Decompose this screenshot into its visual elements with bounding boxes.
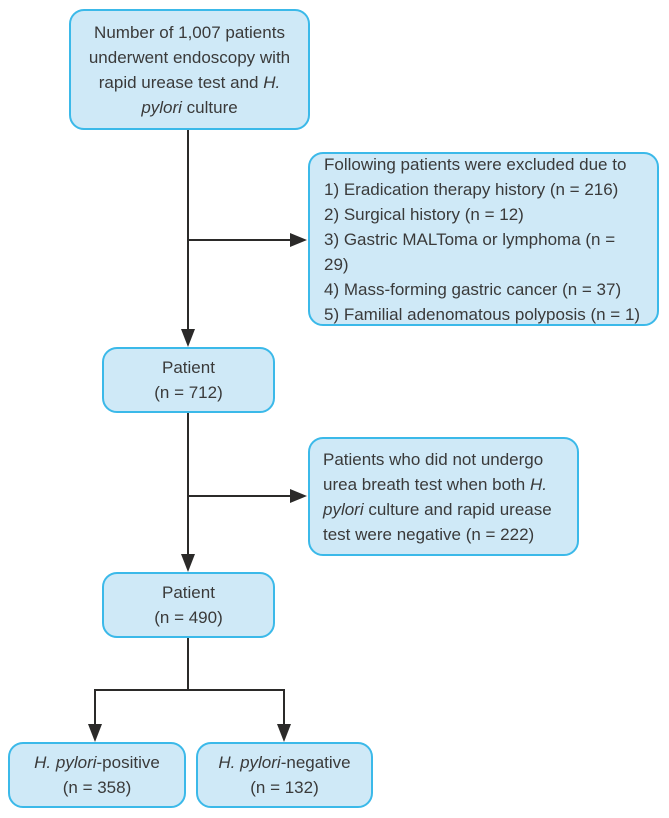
box-ubt-exclusion [308,437,579,556]
arrowhead-down-patient490 [181,554,195,572]
arrowhead-down-negative [277,724,291,742]
box-hpylori-negative [196,742,373,808]
box-patient-712 [102,347,275,413]
arrowhead-right-ubt [290,489,307,503]
box-patient-490 [102,572,275,638]
box-hpylori-positive-text: H. pylori-positive (n = 358) [34,753,160,797]
box-total-patients [69,9,310,130]
box-ubt-exclusion-text: Patients who did not undergo urea breath test when both H. pylori culture and rapid urease test were negative (n = 222) [323,449,552,544]
arrowhead-down-patient712 [181,329,195,347]
arrowhead-down-positive [88,724,102,742]
box-hpylori-positive [8,742,186,808]
box-patient-712-text: Patient (n = 712) [154,358,223,402]
box-patient-490-text: Patient (n = 490) [154,583,223,627]
box-exclusion-criteria-text: Following patients were excluded due to 1) Eradication therapy history (n = 216) 2) Surgical history (n = 12) 3) Gastric MALToma or lymphoma (n = 29) 4) Mass-forming gastric cancer (n = 37) 5) Familial adenomatous polyposis (n = 1) [324,154,641,324]
box-exclusion-criteria [308,152,659,326]
box-total-patients-text: Number of 1,007 patients underwent endoscopy with rapid urease test and H. pylori culture [88,22,291,117]
arrowhead-right-exclusion [290,233,307,247]
box-hpylori-negative-text: H. pylori-negative (n = 132) [218,753,351,797]
